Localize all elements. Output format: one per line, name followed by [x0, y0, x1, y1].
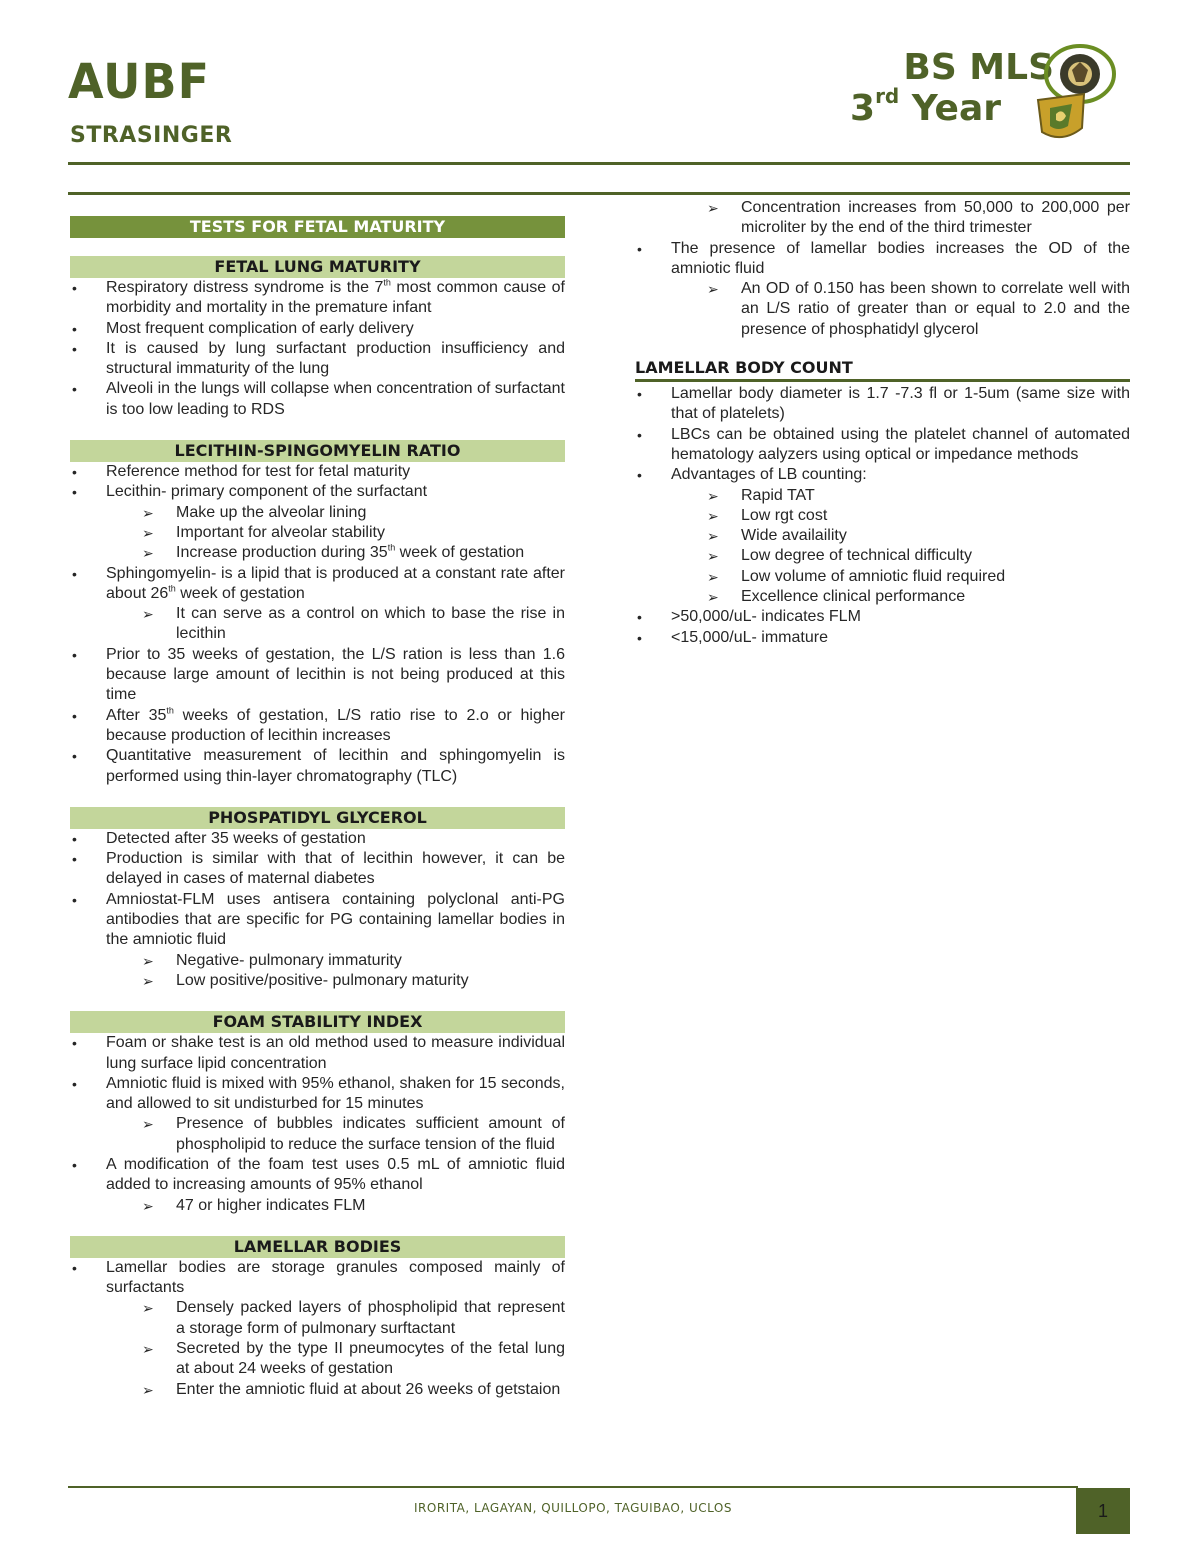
list-item: • <15,000/uL- immature	[635, 628, 1130, 648]
sub-list-item: ➢ It can serve as a control on which to base the rise in lecithin	[70, 604, 565, 645]
sub-list-item: ➢ An OD of 0.150 has been shown to correlate well with an L/S ratio of greater than or equal to 2.0 and the presence of phosphatidyl glycerol	[635, 279, 1130, 340]
sub-list-item: ➢ Low rgt cost	[635, 506, 1130, 526]
list-item: • The presence of lamellar bodies increases the OD of the amniotic fluid	[635, 239, 1130, 280]
sub-list-item: ➢ Rapid TAT	[635, 486, 1130, 506]
list-item: • Production is similar with that of lecithin however, it can be delayed in cases of maternal diabetes	[70, 849, 565, 890]
list-item: • Foam or shake test is an old method used to measure individual lung surface lipid concentration	[70, 1033, 565, 1074]
fsi-list	[70, 1033, 565, 1216]
header-rule-bottom	[68, 192, 1130, 195]
section-title-ls-ratio: LECITHIN-SPINGOMYELIN RATIO	[70, 440, 565, 462]
list-item: • Advantages of LB counting:	[635, 465, 1130, 485]
footer-authors: IRORITA, LAGAYAN, QUILLOPO, TAGUIBAO, UCLOS	[414, 1501, 732, 1515]
list-item: • Quantitative measurement of lecithin and sphingomyelin is performed using thin-layer chromatography (TLC)	[70, 746, 565, 787]
year-label: 3rd Year	[850, 84, 1002, 129]
list-item: • Lecithin- primary component of the surfactant	[70, 482, 565, 502]
section-title-lbc: LAMELLAR BODY COUNT	[635, 358, 1130, 382]
sub-list-item: ➢ Secreted by the type II pneumocytes of the fetal lung at about 24 weeks of gestation	[70, 1339, 565, 1380]
ls-list	[70, 462, 565, 787]
sub-list-item: ➢ Presence of bubbles indicates sufficient amount of phospholipid to reduce the surface tension of the fluid	[70, 1114, 565, 1155]
list-item: • Prior to 35 weeks of gestation, the L/S ration is less than 1.6 because large amount of lecithin is not being produced at this time	[70, 645, 565, 706]
section-title-lamellar-bodies: LAMELLAR BODIES	[70, 1236, 565, 1258]
program-label: BS MLS	[903, 47, 1054, 88]
list-item: • Detected after 35 weeks of gestation	[70, 829, 565, 849]
list-item: • Respiratory distress syndrome is the 7th most common cause of morbidity and mortality in the premature infant	[70, 278, 565, 319]
sub-list-item: ➢ Negative- pulmonary immaturity	[70, 951, 565, 971]
list-item: • Reference method for test for fetal maturity	[70, 462, 565, 482]
list-item: • Alveoli in the lungs will collapse when concentration of surfactant is too low leading to RDS	[70, 379, 565, 420]
list-item: • Sphingomyelin- is a lipid that is produced at a constant rate after about 26th week of gestation	[70, 564, 565, 605]
section-title-pg: PHOSPATIDYL GLYCEROL	[70, 807, 565, 829]
lb-list	[70, 1258, 565, 1400]
sub-list-item: ➢ Low degree of technical difficulty	[635, 546, 1130, 566]
sub-list-item: ➢ Increase production during 35th week of gestation	[70, 543, 565, 563]
section-title-flm: FETAL LUNG MATURITY	[70, 256, 565, 278]
list-item: • Most frequent complication of early delivery	[70, 319, 565, 339]
lbc-list	[635, 384, 1130, 648]
pg-list	[70, 829, 565, 991]
sub-list-item: ➢ Important for alveolar stability	[70, 523, 565, 543]
list-item: • It is caused by lung surfactant production insufficiency and structural immaturity of the lung	[70, 339, 565, 380]
faculty-crest-icon	[1038, 94, 1084, 137]
sub-list-item: ➢ Low positive/positive- pulmonary maturity	[70, 971, 565, 991]
list-item: • A modification of the foam test uses 0.5 mL of amniotic fluid added to increasing amounts of 95% ethanol	[70, 1155, 565, 1196]
list-item: • Lamellar body diameter is 1.7 -7.3 fl or 1-5um (same size with that of platelets)	[635, 384, 1130, 425]
sub-list-item: ➢ Low volume of amniotic fluid required	[635, 567, 1130, 587]
sub-list-item: ➢ Concentration increases from 50,000 to 200,000 per microliter by the end of the third trimester	[635, 198, 1130, 239]
sub-list-item: ➢ Densely packed layers of phospholipid that represent a storage form of pulmonary surftactant	[70, 1298, 565, 1339]
university-seal-icon	[1032, 42, 1122, 147]
sub-list-item: ➢ Excellence clinical performance	[635, 587, 1130, 607]
sub-list-item: ➢ Wide availaility	[635, 526, 1130, 546]
footer-rule	[68, 1486, 1078, 1488]
page-number: 1	[1076, 1488, 1130, 1534]
left-column	[70, 198, 565, 1400]
list-item: • >50,000/uL- indicates FLM	[635, 607, 1130, 627]
section-title-fsi: FOAM STABILITY INDEX	[70, 1011, 565, 1033]
list-item: • Amniostat-FLM uses antisera containing polyclonal anti-PG antibodies that are specific for PG containing lamellar bodies in the amniotic fluid	[70, 890, 565, 951]
list-item: • LBCs can be obtained using the platelet channel of automated hematology aalyzers using optical or impedance methods	[635, 425, 1130, 466]
list-item: • Lamellar bodies are storage granules composed mainly of surfactants	[70, 1258, 565, 1299]
header-rule-top	[68, 162, 1130, 165]
flm-list	[70, 278, 565, 420]
sub-list-item: ➢ 47 or higher indicates FLM	[70, 1196, 565, 1216]
sub-list-item: ➢ Enter the amniotic fluid at about 26 weeks of getstaion	[70, 1380, 565, 1400]
document-title: AUBF	[68, 52, 211, 110]
main-section-title: TESTS FOR FETAL MATURITY	[70, 216, 565, 238]
lb-continued-list	[635, 198, 1130, 340]
list-item: • Amniotic fluid is mixed with 95% ethanol, shaken for 15 seconds, and allowed to sit undisturbed for 15 minutes	[70, 1074, 565, 1115]
sub-list-item: ➢ Make up the alveolar lining	[70, 503, 565, 523]
right-column	[635, 198, 1130, 648]
document-subtitle: STRASINGER	[70, 123, 233, 148]
list-item: • After 35th weeks of gestation, L/S ratio rise to 2.o or higher because production of lecithin increases	[70, 706, 565, 747]
